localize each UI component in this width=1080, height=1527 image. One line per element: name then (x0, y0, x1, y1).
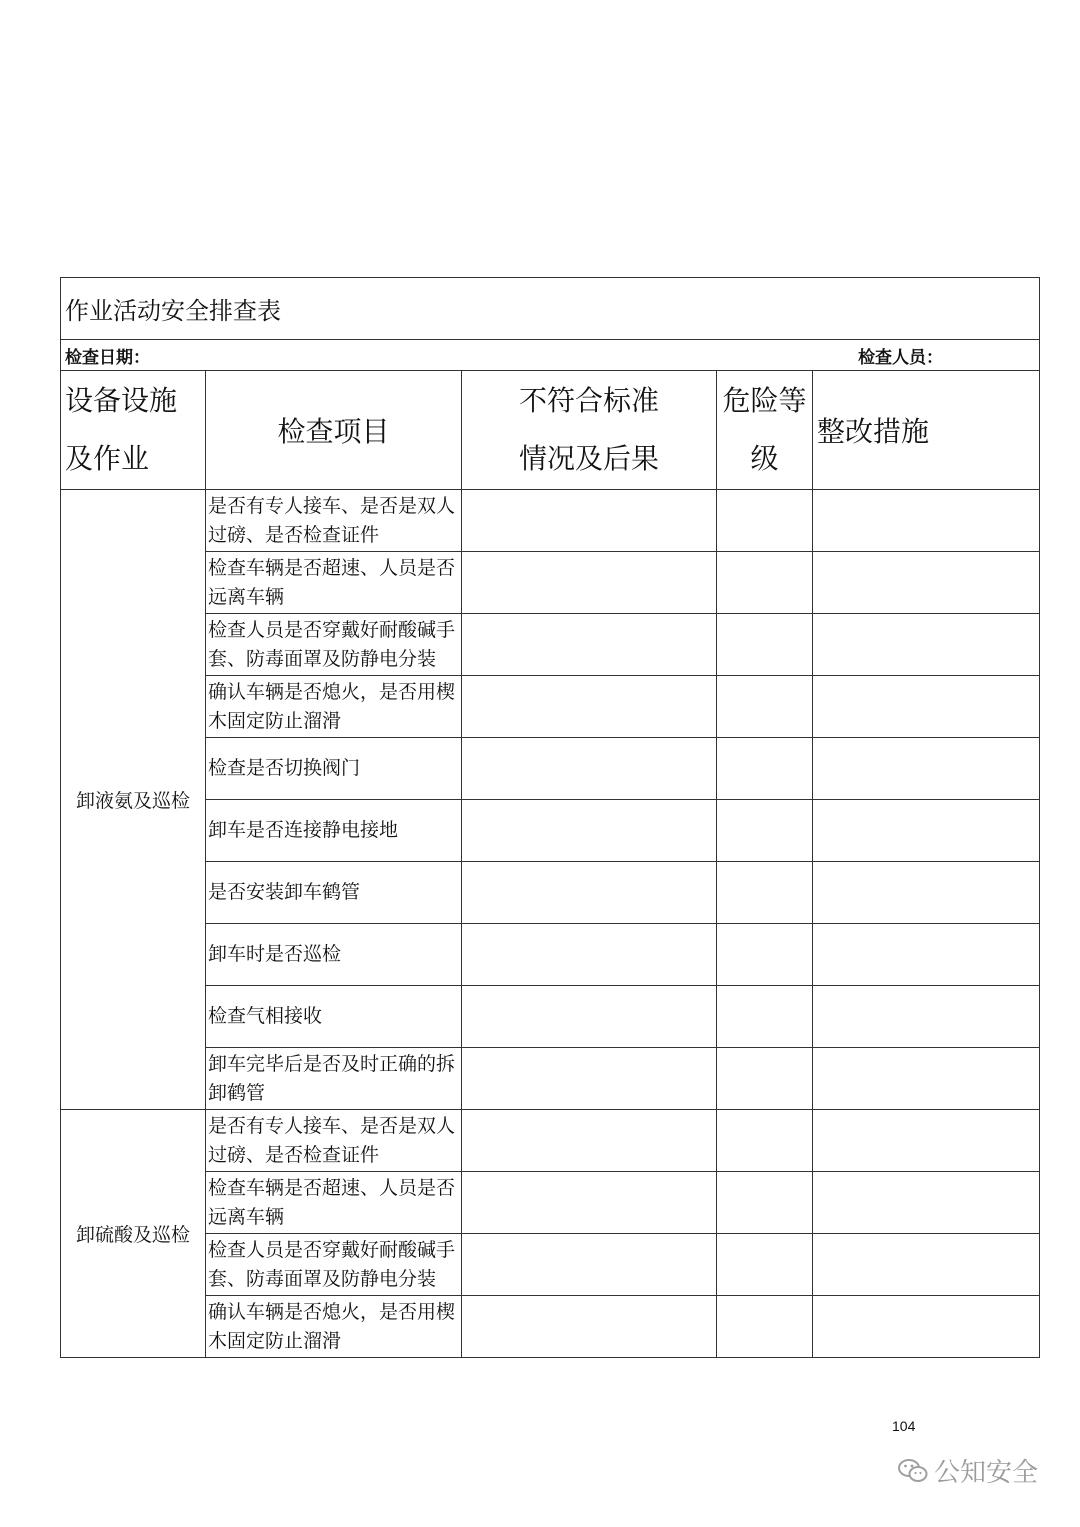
header-risk-level: 危险等 级 (717, 371, 813, 490)
check-item-cell: 检查车辆是否超速、人员是否远离车辆 (206, 1172, 462, 1234)
nonconformity-cell[interactable] (462, 738, 717, 800)
nonconformity-cell[interactable] (462, 924, 717, 986)
nonconformity-cell[interactable] (462, 800, 717, 862)
check-item-cell: 检查气相接收 (206, 986, 462, 1048)
rectification-cell[interactable] (813, 800, 1040, 862)
rectification-cell[interactable] (813, 924, 1040, 986)
check-item-cell: 是否有专人接车、是否是双人过磅、是否检查证件 (206, 490, 462, 552)
nonconformity-cell[interactable] (462, 490, 717, 552)
table-row (61, 1048, 1040, 1110)
table-row (61, 1172, 1040, 1234)
table-row (61, 924, 1040, 986)
rectification-cell[interactable] (813, 1172, 1040, 1234)
check-item-cell: 检查是否切换阀门 (206, 738, 462, 800)
nonconformity-cell[interactable] (462, 552, 717, 614)
table-row (61, 1296, 1040, 1358)
table-row (61, 490, 1040, 552)
rectification-cell[interactable] (813, 490, 1040, 552)
rectification-cell[interactable] (813, 614, 1040, 676)
table-row (61, 862, 1040, 924)
rectification-cell[interactable] (813, 1048, 1040, 1110)
risk-level-cell[interactable] (717, 986, 813, 1048)
category-cell: 卸硫酸及巡检 (61, 1110, 206, 1358)
header-rectification: 整改措施 (813, 371, 1040, 490)
nonconformity-cell[interactable] (462, 1296, 717, 1358)
inspection-table (60, 277, 1040, 1358)
nonconformity-cell[interactable] (462, 614, 717, 676)
check-item-cell: 是否有专人接车、是否是双人过磅、是否检查证件 (206, 1110, 462, 1172)
watermark (898, 1452, 1038, 1489)
rectification-cell[interactable] (813, 1234, 1040, 1296)
check-item-cell: 检查人员是否穿戴好耐酸碱手套、防毒面罩及防静电分装 (206, 1234, 462, 1296)
header-equipment: 设备设施 及作业 (61, 371, 206, 490)
check-item-cell: 卸车是否连接静电接地 (206, 800, 462, 862)
risk-level-cell[interactable] (717, 1296, 813, 1358)
risk-level-cell[interactable] (717, 490, 813, 552)
header-check-item: 检查项目 (206, 371, 462, 490)
risk-level-cell[interactable] (717, 1234, 813, 1296)
table-row (61, 552, 1040, 614)
check-item-cell: 是否安装卸车鹤管 (206, 862, 462, 924)
check-date-label: 检查日期： (65, 347, 150, 368)
nonconformity-cell[interactable] (462, 1234, 717, 1296)
nonconformity-cell[interactable] (462, 1048, 717, 1110)
check-item-cell: 检查人员是否穿戴好耐酸碱手套、防毒面罩及防静电分装 (206, 614, 462, 676)
nonconformity-cell[interactable] (462, 676, 717, 738)
table-row (61, 986, 1040, 1048)
table-row (61, 1110, 1040, 1172)
risk-level-cell[interactable] (717, 676, 813, 738)
page-number: 104 (892, 1418, 916, 1434)
check-item-cell: 卸车完毕后是否及时正确的拆卸鹤管 (206, 1048, 462, 1110)
risk-level-cell[interactable] (717, 552, 813, 614)
table-row (61, 614, 1040, 676)
rectification-cell[interactable] (813, 552, 1040, 614)
header-nonconformity: 不符合标准 情况及后果 (462, 371, 717, 490)
table-row (61, 738, 1040, 800)
risk-level-cell[interactable] (717, 1110, 813, 1172)
form-title: 作业活动安全排查表 (61, 278, 1040, 340)
rectification-cell[interactable] (813, 1296, 1040, 1358)
nonconformity-cell[interactable] (462, 1172, 717, 1234)
risk-level-cell[interactable] (717, 614, 813, 676)
risk-level-cell[interactable] (717, 1172, 813, 1234)
nonconformity-cell[interactable] (462, 1110, 717, 1172)
risk-level-cell[interactable] (717, 800, 813, 862)
inspector-label: 检查人员： (858, 347, 944, 368)
nonconformity-cell[interactable] (462, 986, 717, 1048)
table-row (61, 800, 1040, 862)
watermark-text: 公知安全 (934, 1457, 1039, 1487)
rectification-cell[interactable] (813, 986, 1040, 1048)
check-item-cell: 卸车时是否巡检 (206, 924, 462, 986)
table-row (61, 676, 1040, 738)
rectification-cell[interactable] (813, 1110, 1040, 1172)
check-item-cell: 确认车辆是否熄火，是否用楔木固定防止溜滑 (206, 1296, 462, 1358)
wechat-icon (898, 1458, 928, 1484)
nonconformity-cell[interactable] (462, 862, 717, 924)
table-row (61, 1234, 1040, 1296)
meta-row (61, 340, 1040, 371)
rectification-cell[interactable] (813, 862, 1040, 924)
rectification-cell[interactable] (813, 738, 1040, 800)
risk-level-cell[interactable] (717, 738, 813, 800)
category-cell: 卸液氨及巡检 (61, 490, 206, 1110)
rectification-cell[interactable] (813, 676, 1040, 738)
check-item-cell: 检查车辆是否超速、人员是否远离车辆 (206, 552, 462, 614)
risk-level-cell[interactable] (717, 1048, 813, 1110)
risk-level-cell[interactable] (717, 862, 813, 924)
risk-level-cell[interactable] (717, 924, 813, 986)
check-item-cell: 确认车辆是否熄火，是否用楔木固定防止溜滑 (206, 676, 462, 738)
